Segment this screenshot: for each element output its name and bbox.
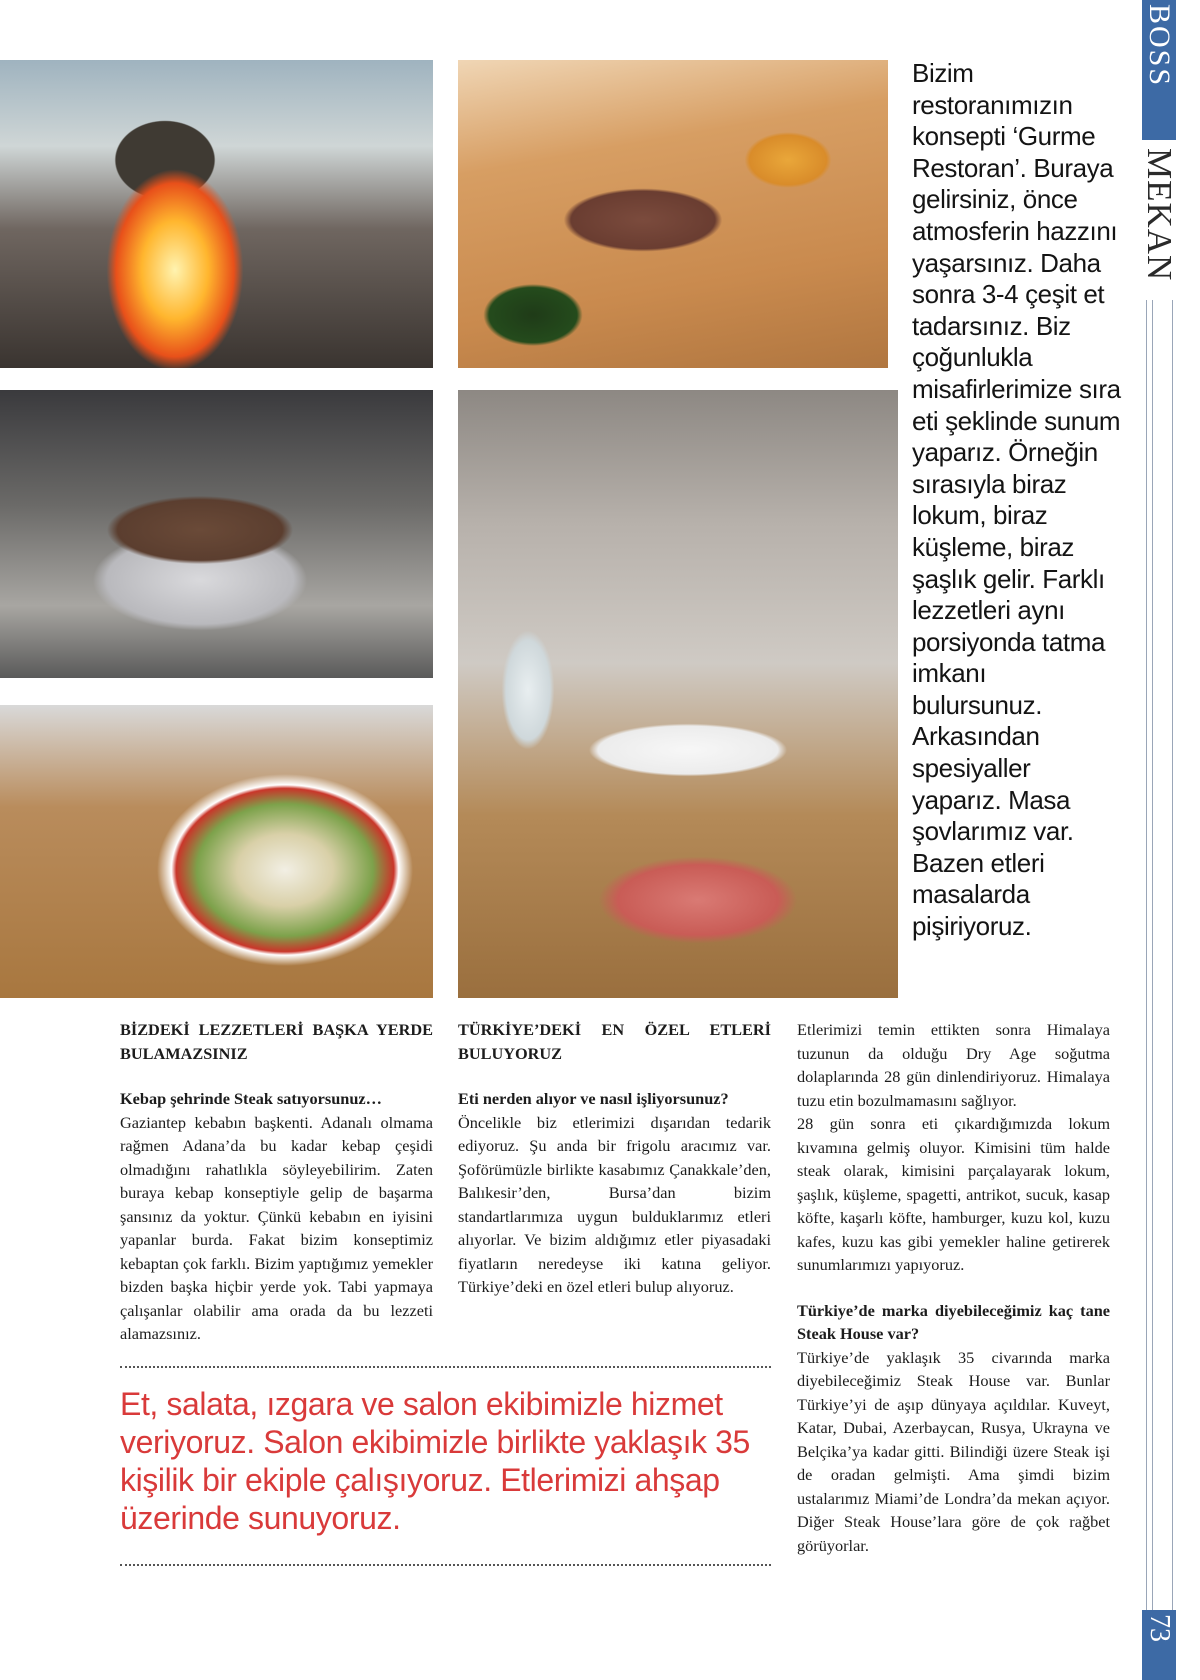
section-label: MEKAN [1140, 148, 1179, 282]
column-3-paragraph-1: Etlerimizi temin ettikten sonra Himalaya tuzunun da olduğu Dry Age soğutma dolaplarında 28 gün dinlendiriyoruz. Himalaya tuzu etin bozulmamasını sağlıyor. [797, 1020, 1110, 1110]
column-2-heading: TÜRKİYE’DEKİ EN ÖZEL ETLERİ BULUYORUZ [458, 1020, 771, 1063]
pull-quote-rule-top [120, 1366, 771, 1368]
grill-tray-photo [0, 390, 433, 678]
intro-quote: Bizim restoranımızın konsepti ‘Gurme Restoran’. Buraya gelirsiniz, önce atmosferin hazzını yaşarsınız. Daha sonra 3-4 çeşit et tadarsınız. Biz çoğunlukla misafirlerimize sıra eti şeklinde sunum yaparız. Örneğin sırasıyla biraz lokum, biraz küşleme, biraz şaşlık gelir. Farklı lezzetleri aynı porsiyonda tatma imkanı bulursunuz. Arkasından spesiyaller yaparız. Masa şovlarımız var. Bazen etleri masalarda pişiriyoruz. [912, 58, 1121, 942]
column-3-paragraph-2: 28 gün sonra eti çıkardığımızda lokum kıvamına gelmiş oluyor. Kimisini tüm halde steak olarak, kimisini parçalayarak lokum, şaşlık, küşleme, spagetti, antrikot, sucuk, kasap köfte, kaşarlı köfte, hamburger, kuzu kol, kuzu kafes, kuzu kas gibi yemekler haline getirerek sunumlarımızı yapıyoruz. [797, 1114, 1110, 1274]
column-3-answer: Türkiye’de yaklaşık 35 civarında marka diyebileceğimiz Steak House var. Bunlar Türkiye’yi de aşıp dünyaya açıldılar. Kuveyt, Katar, Dubai, Azerbaycan, Rusya, Ukrayna ve Belçika’ya kadar gitti. Bilindiği üzere Steak işi de oradan gelmişti. Ama şimdi bizim ustalarımız Miami’de Londra’da mekan açıyor. Diğer Steak House’lara göre de çok rağbet görüyorlar. [797, 1347, 1110, 1555]
pull-quote: Et, salata, ızgara ve salon ekibimizle hizmet veriyoruz. Salon ekibimizle birlikte yaklaşık 35 kişilik bir ekiple çalışıyoruz. Etlerimizi ahşap üzerinde sunuyoruz. [120, 1386, 750, 1536]
column-2 [458, 1018, 771, 1299]
column-3 [797, 1018, 1110, 1557]
pull-quote-rule-bottom [120, 1564, 771, 1566]
column-1-heading: BİZDEKİ LEZZETLERİ BAŞKA YERDE BULAMAZSINIZ [120, 1020, 433, 1063]
column-1-answer: Gaziantep kebabın başkenti. Adanalı olmama rağmen Adana’da bu kadar kebap çeşidi olmadığını rahatlıkla söyleyebilirim. Zaten buraya kebap konseptiyle gelip de başarma şansınız da yoktur. Çünkü kebabın en iyisini yapanlar burda. Fakat bizim konseptimiz kebaptan çok farklı. Bizim yaptığımız yemekler bizden başka hiçbir yerde yok. Tabi yapmaya çalışanlar olabilir ama orada da bu lezzeti alamazsınız. [120, 1112, 433, 1343]
sidebar-rule-left [1146, 300, 1147, 1610]
column-3-question: Türkiye’de marka diyebileceğimiz kaç tane Steak House var? [797, 1300, 1110, 1343]
sidebar-rule-right [1172, 300, 1173, 1610]
page-number-tab [1142, 1610, 1176, 1680]
salad-bowl-photo [0, 705, 433, 998]
table-setting-photo [458, 390, 898, 998]
brand-tab [1142, 0, 1176, 140]
column-2-answer: Öncelikle biz etlerimizi dışarıdan tedarik ediyoruz. Şu anda bir frigolu aracımız var. Şoförümüzle birlikte kasabımız Çanakkale’den, Balıkesir’den, Bursa’dan bizim standartlarımıza uygun bulduklarımız etleri alıyorlar. Ve bizim aldığımız etler piyasadaki fiyatların neredeyse iki katına geliyor. Türkiye’deki en özel etleri bulup alıyoruz. [458, 1112, 771, 1296]
sidebar-rule-mid [1152, 300, 1153, 1610]
steak-board-photo [458, 60, 888, 368]
column-1-question: Kebap şehrinde Steak satıyorsunuz… [120, 1089, 382, 1108]
page-number: 73 [1144, 1614, 1175, 1642]
column-2-question: Eti nerden alıyor ve nasıl işliyorsunuz? [458, 1089, 729, 1108]
column-1 [120, 1018, 433, 1346]
brand-label: BOSS [1143, 4, 1176, 88]
chef-flambe-photo [0, 60, 433, 368]
